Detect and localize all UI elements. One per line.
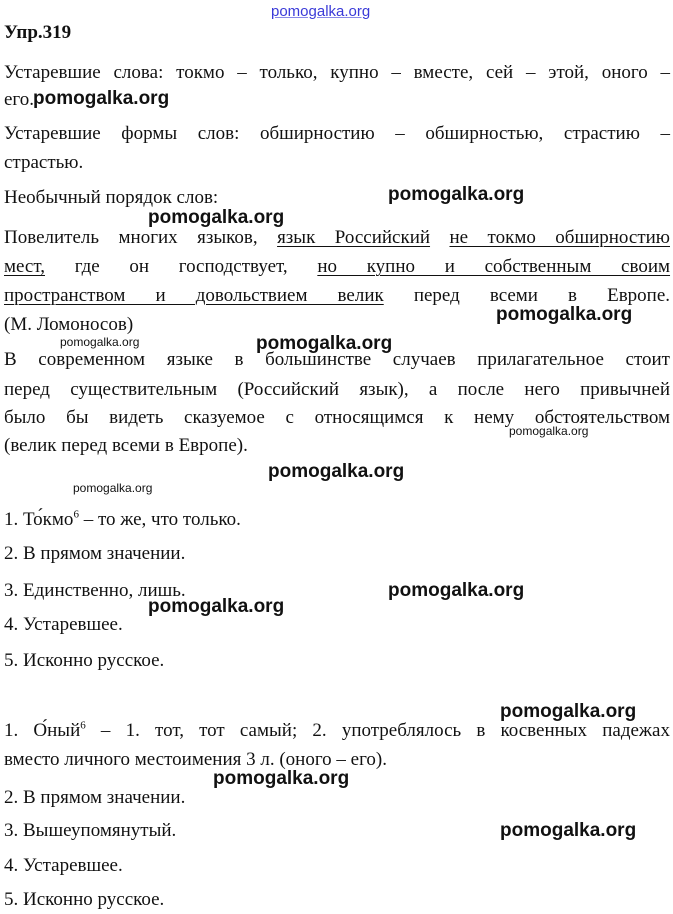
list2-item-4: 4. Устаревшее. <box>4 855 123 876</box>
list-item-text: – то же, что только. <box>78 509 241 530</box>
exercise-title: Упр.319 <box>4 22 72 43</box>
watermark: pomogalka.org <box>500 820 637 841</box>
quote-line-2 <box>4 254 670 280</box>
list1-item-1 <box>4 507 241 533</box>
watermark: pomogalka.org <box>388 580 525 601</box>
obsolete-forms-line-2: страстью. <box>4 152 84 173</box>
list1-item-3: 3. Единственно, лишь. <box>4 580 186 601</box>
quote-underlined: язык Российский <box>277 227 431 248</box>
explanation-line-3: было бы видеть сказуемое с относящимся к нему обстоятельством <box>4 407 670 428</box>
watermark: pomogalka.org <box>388 184 525 205</box>
obsolete-words-line-1: Устаревшие слова: токмо – только, купно – вместе, сей – этой, оного – <box>4 62 670 83</box>
quote-underlined: мест, <box>4 256 45 277</box>
list-item-text: – 1. тот, тот самый; 2. употреблялось в косвенных падежах <box>85 720 670 741</box>
watermark: pomogalka.org <box>500 701 637 722</box>
watermark: pomogalka.org <box>509 424 589 438</box>
footnote-mark: 6 <box>80 719 86 732</box>
watermark: pomogalka.org <box>148 207 285 228</box>
quote-text: Повелитель многих языков, <box>4 227 258 248</box>
list1-item-4: 4. Устаревшее. <box>4 614 123 635</box>
explanation-line-2: перед существительным (Российский язык), а после него привычней <box>4 379 670 400</box>
list1-item-2: 2. В прямом значении. <box>4 543 186 564</box>
quote-underlined: не токмо обширностию <box>449 227 670 248</box>
list2-item-1-cont: вместо личного местоимения 3 л. (оного – его). <box>4 749 387 770</box>
explanation-line-1: В современном языке в большинстве случаев прилагательное стоит <box>4 349 670 370</box>
word-order-heading: Необычный порядок слов: <box>4 187 219 208</box>
list1-item-5: 5. Исконно русское. <box>4 650 165 671</box>
explanation-line-4: (велик перед всеми в Европе). <box>4 435 248 456</box>
watermark: pomogalka.org <box>496 304 633 325</box>
quote-line-1 <box>4 225 670 251</box>
obsolete-forms-line-1: Устаревшие формы слов: обширностию – обширностью, страстию – <box>4 123 670 144</box>
quote-text: перед всеми в Европе. <box>413 285 671 306</box>
watermark-top: pomogalka.org <box>271 3 371 20</box>
quote-underlined: но купно и собственным своим <box>317 256 671 277</box>
watermark: pomogalka.org <box>33 88 170 109</box>
list2-item-3: 3. Вышеупомянутый. <box>4 820 177 841</box>
watermark: pomogalka.org <box>213 768 350 789</box>
quote-underlined: пространством и довольствием велик <box>4 285 384 306</box>
watermark: pomogalka.org <box>256 333 393 354</box>
list2-item-5: 5. Исконно русское. <box>4 889 165 910</box>
obsolete-words-line-2: его. <box>4 89 35 110</box>
list-item-word: 1. О́ный <box>4 720 81 741</box>
footnote-mark: 6 <box>73 508 79 521</box>
list2-item-2: 2. В прямом значении. <box>4 787 186 808</box>
quote-text: где он господствует, <box>74 256 288 277</box>
list-item-word: 1. То́кмо <box>4 509 74 530</box>
watermark: pomogalka.org <box>73 481 153 495</box>
watermark: pomogalka.org <box>148 596 285 617</box>
quote-author: (М. Ломоносов) <box>4 314 134 335</box>
watermark: pomogalka.org <box>268 461 405 482</box>
watermark: pomogalka.org <box>60 335 140 349</box>
